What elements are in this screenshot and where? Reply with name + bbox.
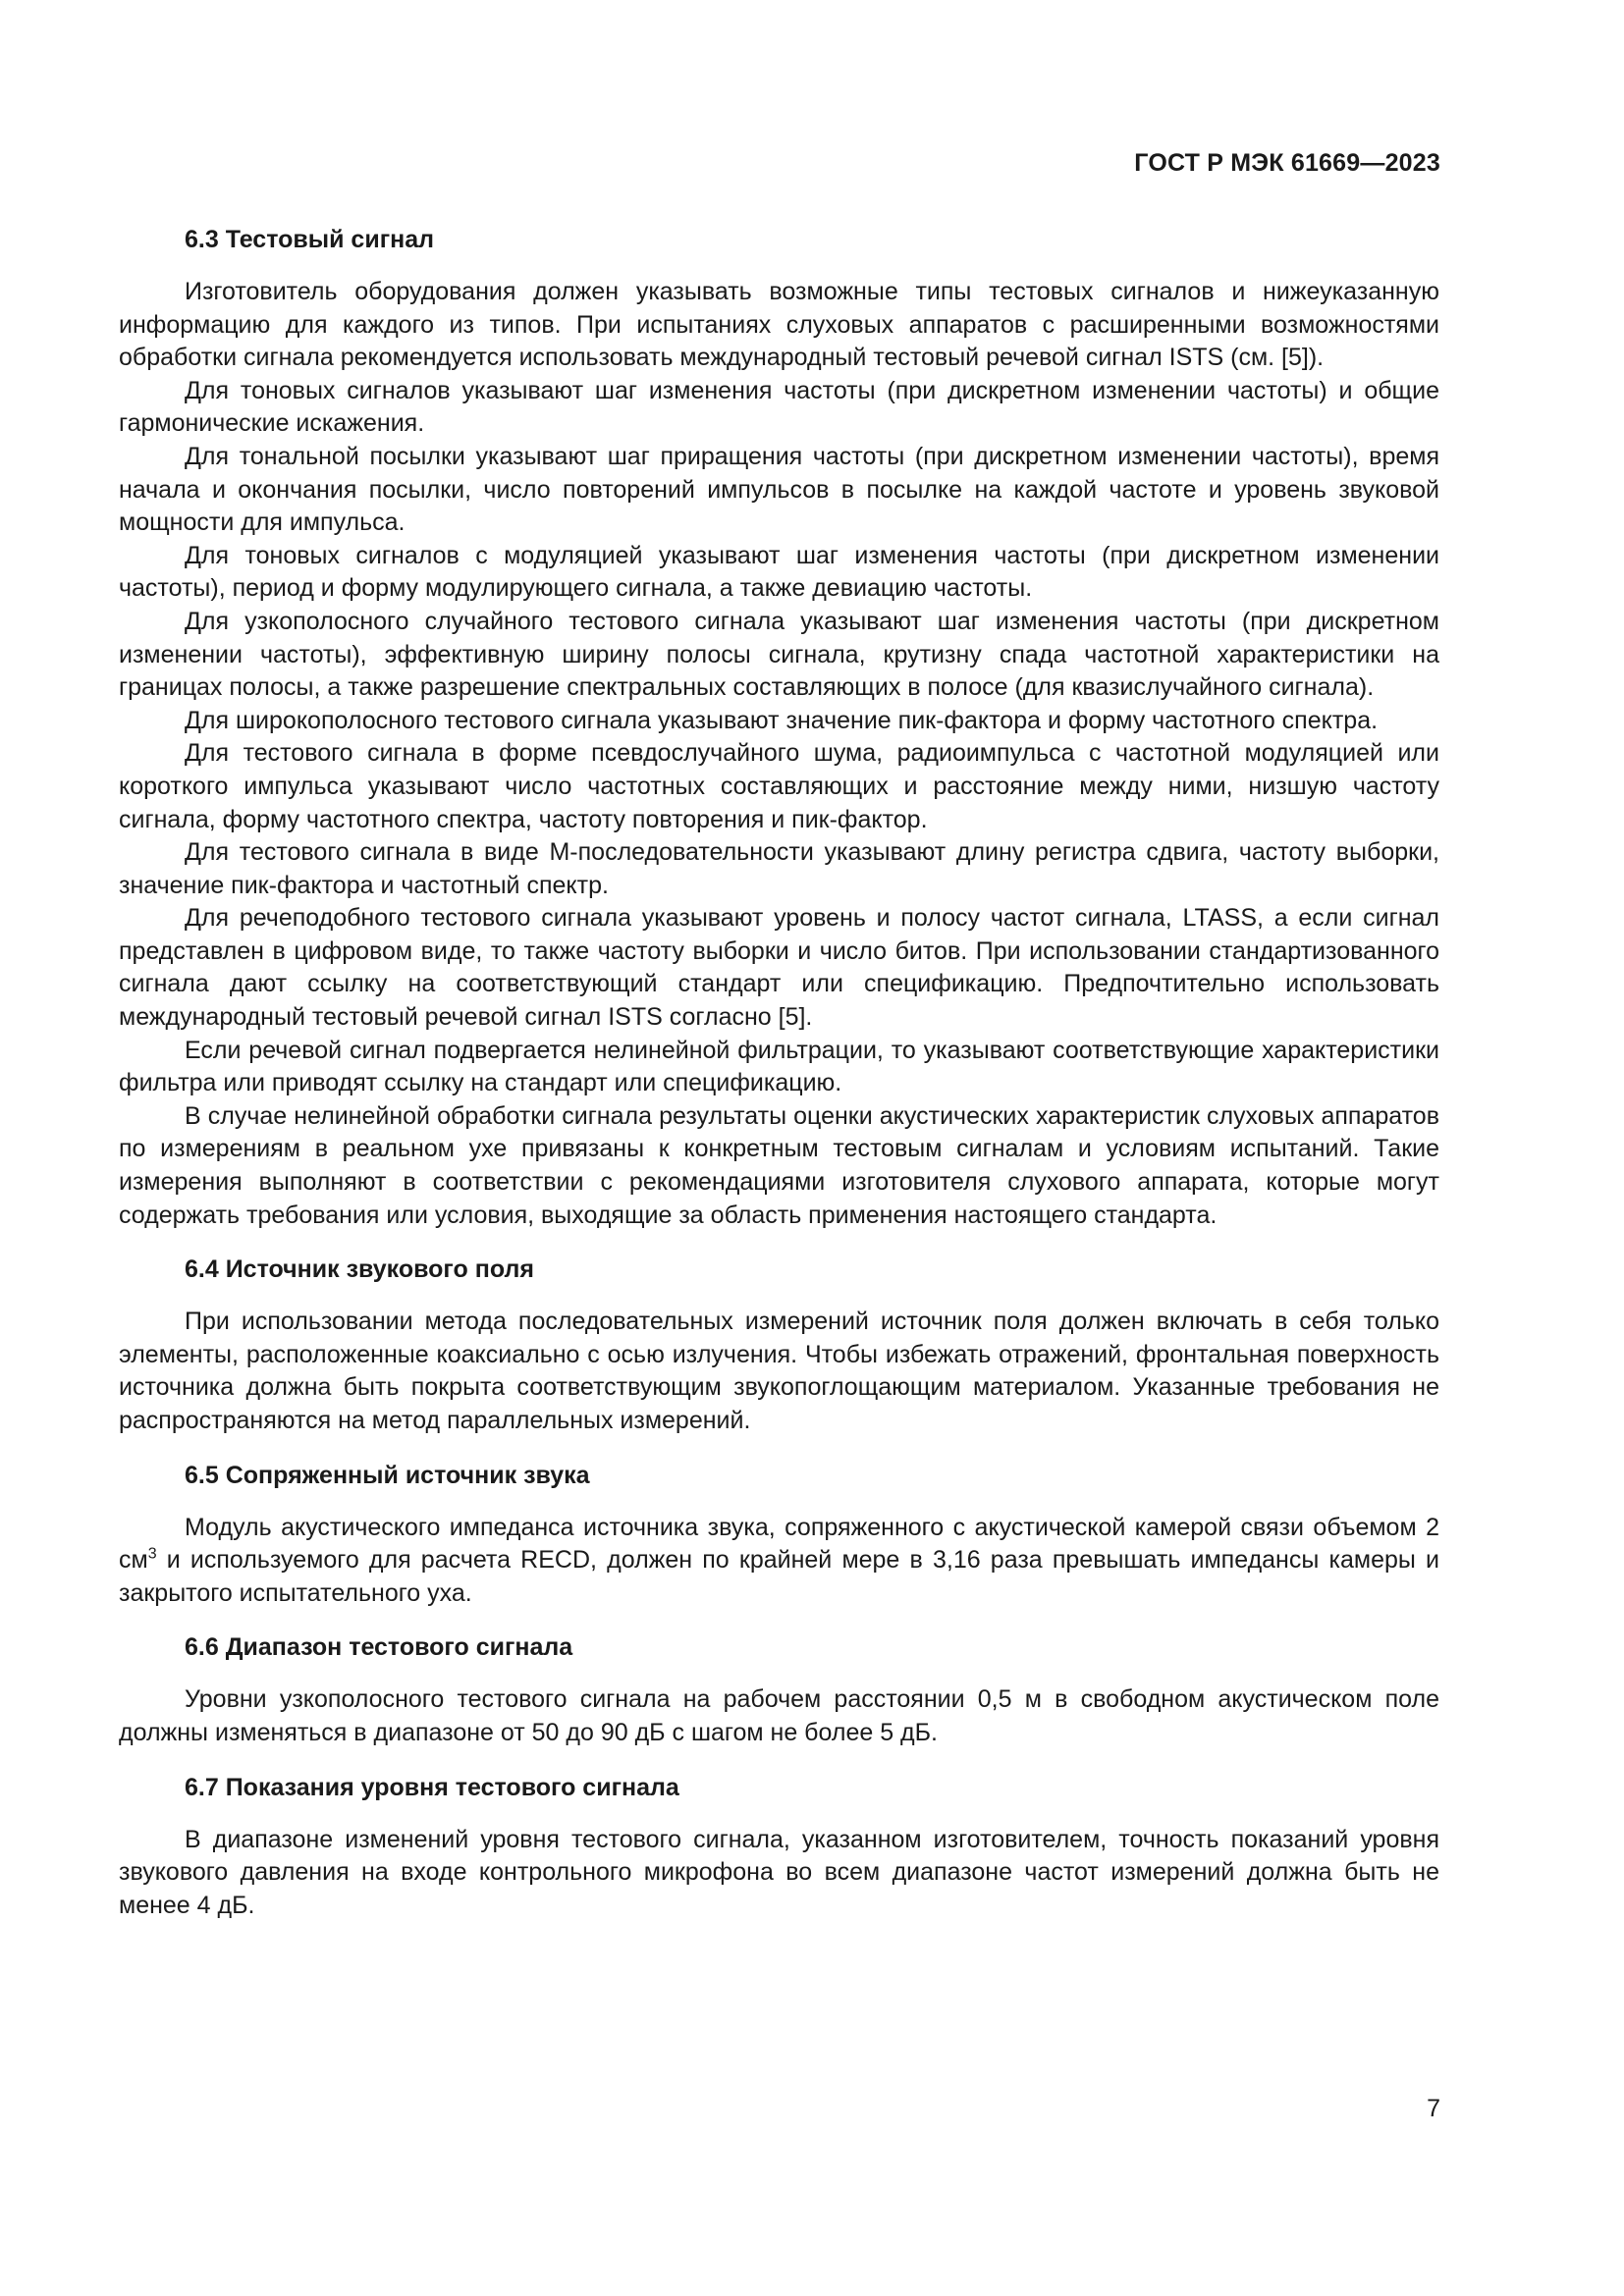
section-title: 6.6 Диапазон тестового сигнала <box>185 1633 573 1662</box>
paragraph: Для тестового сигнала в форме псевдослучайного шума, радиоимпульса с частотной модуляцией или короткого импульса указывают число частотных составляющих и расстояние между ними, низшую частоту сигнала, форму частотного спектра, частоту повторения и пик-фактор. <box>119 739 1439 833</box>
superscript: 3 <box>147 1545 157 1563</box>
section-6-5 <box>119 1460 1439 1611</box>
section-6-4 <box>119 1254 1439 1437</box>
paragraph: Для речеподобного тестового сигнала указывают уровень и полосу частот сигнала, LTASS, а если сигнал представлен в цифровом виде, то также частоту выборки и число битов. При использовании стандартизованного сигнала дают ссылку на соответствующий стандарт или спецификацию. Предпочтительно использовать международный тестовый речевой сигнал ISTS согласно [5]. <box>119 904 1439 1032</box>
paragraph-text: Модуль акустического импеданса источника звука, сопряженного с акустической камерой связи объемом 2 см <box>119 1513 1439 1575</box>
paragraph: Изготовитель оборудования должен указывать возможные типы тестовых сигналов и нижеуказанную информацию для каждого из типов. При испытаниях слуховых аппаратов с расширенными возможностями обработки сигнала рекомендуется использовать международный тестовый речевой сигнал ISTS (см. [5]). <box>119 278 1439 372</box>
section-6-6 <box>119 1631 1439 1749</box>
paragraph: Для тоновых сигналов с модуляцией указывают шаг изменения частоты (при дискретном изменении частоты), период и форму модулирующего сигнала, а также девиацию частоты. <box>119 541 1439 603</box>
paragraph-text: и используемого для расчета RECD, должен по крайней мере в 3,16 раза превышать импедансы камеры и закрытого испытательного уха. <box>119 1546 1439 1607</box>
section-title: 6.4 Источник звукового поля <box>185 1255 534 1284</box>
paragraph: В случае нелинейной обработки сигнала результаты оценки акустических характеристик слуховых аппаратов по измерениям в реальном ухе привязаны к конкретным тестовым сигналам и условиям испытаний. Такие измерения выполняют в соответствии с рекомендациями изготовителя слухового аппарата, которые могут содержать требования или условия, выходящие за область применения настоящего стандарта. <box>119 1101 1439 1229</box>
section-6-3 <box>119 224 1439 1232</box>
paragraph: Для узкополосного случайного тестового сигнала указывают шаг изменения частоты (при дискретном изменении частоты), эффективную ширину полосы сигнала, крутизну спада частотной характеристики на границах полосы, а также разрешение спектральных составляющих в полосе (для квазислучайного сигнала). <box>119 607 1439 702</box>
section-title: 6.7 Показания уровня тестового сигнала <box>185 1773 679 1801</box>
page-number: 7 <box>1427 2095 1440 2122</box>
paragraph <box>119 1512 1439 1611</box>
paragraph: Уровни узкополосного тестового сигнала на рабочем расстоянии 0,5 м в свободном акустическом поле должны изменяться в диапазоне от 50 до 90 дБ с шагом не более 5 дБ. <box>119 1685 1439 1746</box>
paragraph: Для тональной посылки указывают шаг приращения частоты (при дискретном изменении частоты), время начала и окончания посылки, число повторений импульсов в посылке на каждой частоте и уровень звуковой мощности для импульса. <box>119 442 1439 537</box>
paragraph: При использовании метода последовательных измерений источник поля должен включать в себя только элементы, расположенные коаксиально с осью излучения. Чтобы избежать отражений, фронтальная поверхность источника должна быть покрыта соответствующим звукопоглощающим материалом. Указанные требования не распространяются на метод параллельных измерений. <box>119 1308 1439 1434</box>
section-6-7 <box>119 1772 1439 1923</box>
paragraph: Для тестового сигнала в виде М-последовательности указывают длину регистра сдвига, частоту выборки, значение пик-фактора и частотный спектр. <box>119 838 1439 899</box>
page-content <box>119 224 1439 1922</box>
section-title: 6.5 Сопряженный источник звука <box>185 1461 590 1489</box>
paragraph: Для широкополосного тестового сигнала указывают значение пик-фактора и форму частотного спектра. <box>185 706 1379 734</box>
document-id-header: ГОСТ Р МЭК 61669—2023 <box>1134 149 1440 177</box>
paragraph: Если речевой сигнал подвергается нелинейной фильтрации, то указывают соответствующие характеристики фильтра или приводят ссылку на стандарт или спецификацию. <box>119 1036 1439 1097</box>
paragraph: Для тоновых сигналов указывают шаг изменения частоты (при дискретном изменении частоты) и общие гармонические искажения. <box>119 376 1439 438</box>
section-title: 6.3 Тестовый сигнал <box>185 226 434 253</box>
paragraph: В диапазоне изменений уровня тестового сигнала, указанном изготовителем, точность показаний уровня звукового давления на входе контрольного микрофона во всем диапазоне частот измерений должна быть не менее 4 дБ. <box>119 1825 1439 1919</box>
